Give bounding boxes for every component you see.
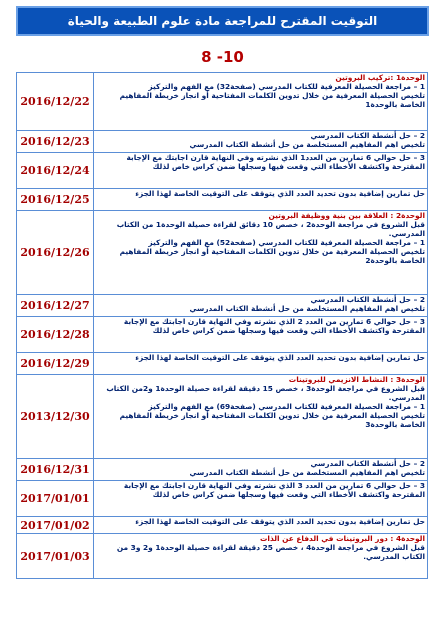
task-line: تلخيص الحصيلة المعرفية من خلال تدوين الكلمات المفتاحية أو انجاز خريطة المفاهيم الخاصة بالوحدة3 <box>119 411 425 430</box>
schedule-table <box>16 72 428 579</box>
row-date: 2016/12/24 <box>17 153 94 189</box>
schedule-row <box>17 153 428 189</box>
task-line: تلخيص اهم المفاهيم المستخلصة من حل أنشطة الكتاب المدرسي <box>189 468 425 478</box>
task-line: تلخيص الحصيلة المعرفية من خلال تدوين الكلمات المفتاحية أو انجاز خريطة المفاهيم الخاصة بالوحدة2 <box>119 247 425 266</box>
row-date: 2016/12/23 <box>17 131 94 153</box>
row-content <box>94 481 428 517</box>
row-content <box>94 131 428 153</box>
task-line: 3 – حل حوالي 6 تمارين من العدد1 الذي نشرته وفي النهاية قارن اجابتك مع الإجابة المقترحة واكتشف الأخطاء التي وقعت فيها وسجلها ضمن كراس خاص لذلك <box>126 153 425 172</box>
grade-label: 8 -10 <box>201 48 244 66</box>
row-date: 2016/12/22 <box>17 73 94 131</box>
row-content <box>94 295 428 317</box>
task-line: 2 – حل أنشطة الكتاب المدرسي <box>310 295 425 304</box>
task-line: 1 – مراجعة الحصيلة المعرفية للكتاب المدرسي (صفحة52) مع الفهم والتركيز <box>148 238 425 248</box>
row-content <box>94 459 428 481</box>
row-date: 2016/12/28 <box>17 317 94 353</box>
row-content <box>94 317 428 353</box>
schedule-row <box>17 131 428 153</box>
task-line: 1 – مراجعة الحصيلة المعرفية للكتاب المدرسي (صفحة32) مع الفهم والتركيز <box>148 82 425 92</box>
row-date: 2017/01/01 <box>17 481 94 517</box>
row-content <box>94 353 428 375</box>
task-line: 3 – حل حوالي 6 تمارين من العدد 2 الذي نشرته وفي النهاية قارن اجابتك مع الإجابة المقترحة واكتشف الأخطاء التي وقعت فيها وسجلها ضمن كراس خاص لذلك <box>123 317 425 336</box>
schedule-row <box>17 73 428 131</box>
schedule-row <box>17 517 428 534</box>
schedule-row <box>17 375 428 459</box>
row-content <box>94 189 428 211</box>
schedule-row <box>17 353 428 375</box>
row-date: 2017/01/03 <box>17 534 94 579</box>
task-line: 3 – حل حوالي 6 تمارين من العدد 3 الذي نشرته وفي النهاية قارن اجابتك مع الإجابة المقترحة واكتشف الأخطاء التي وقعت فيها وسجلها ضمن كراس خاص لذلك <box>123 481 425 500</box>
task-line: حل تمارين إضافية بدون تحديد العدد الذي يتوقف على التوقيت الخاصة لهذا الجزء <box>135 353 425 362</box>
row-content <box>94 153 428 189</box>
schedule-row <box>17 459 428 481</box>
unit-heading: الوحدة1 :تركيب البروتين <box>335 73 425 82</box>
unit-heading: الوحدة3 : النشاط الانزيمي للبروتينات <box>288 375 425 384</box>
unit-heading: الوحدة4 : دور البروتينات في الدفاع عن الذات <box>260 534 425 543</box>
row-date: 2016/12/31 <box>17 459 94 481</box>
task-line: قبل الشروع في مراجعة الوحدة4 ، خصص 25 دقيقة لقراءة حصيلة الوحدة1 و2 و3 من الكتاب المدرسي. <box>116 543 425 562</box>
schedule-row <box>17 534 428 579</box>
row-date: 2017/01/02 <box>17 517 94 534</box>
row-content <box>94 73 428 131</box>
row-date: 2016/12/29 <box>17 353 94 375</box>
unit-heading: الوحدة2 : العلاقة بين بنية ووظيفة البروتين <box>268 211 425 220</box>
row-date: 2016/12/26 <box>17 211 94 295</box>
task-line: تلخيص اهم المفاهيم المستخلصة من حل أنشطة الكتاب المدرسي <box>189 140 425 150</box>
task-line: 1 – مراجعة الحصيلة المعرفية للكتاب المدرسي (صفحة69) مع الفهم والتركيز <box>148 402 425 412</box>
schedule-row <box>17 295 428 317</box>
row-date: 2016/12/25 <box>17 189 94 211</box>
task-line: حل تمارين إضافية بدون تحديد العدد الذي يتوقف على التوقيت الخاصة لهذا الجزء <box>135 517 425 526</box>
schedule-row <box>17 317 428 353</box>
task-line: قبل الشروع في مراجعة الوحدة2 ، خصص 10 دقائق لقراءة حصيلة الوحدة1 من الكتاب المدرسي. <box>116 220 425 239</box>
task-line: 2 – حل أنشطة الكتاب المدرسي <box>310 131 425 140</box>
row-content <box>94 211 428 295</box>
schedule-row <box>17 211 428 295</box>
schedule-row <box>17 481 428 517</box>
schedule-row <box>17 189 428 211</box>
row-content <box>94 534 428 579</box>
title-banner <box>16 6 429 36</box>
task-line: حل تمارين إضافية بدون تحديد العدد الذي يتوقف على التوقيت الخاصة لهذا الجزء <box>135 189 425 198</box>
row-date: 2013/12/30 <box>17 375 94 459</box>
schedule-body <box>17 73 428 579</box>
page-title: التوقيت المقترح للمراجعة مادة علوم الطبيعة والحياة <box>67 14 378 28</box>
task-line: تلخيص الحصيلة المعرفية من خلال تدوين الكلمات المفتاحية أو انجاز خريطة المفاهيم الخاصة بالوحدة1 <box>119 91 425 110</box>
task-line: قبل الشروع في مراجعة الوحدة3 ، خصص 15 دقيقة لقراءة حصيلة الوحدة1 و2من الكتاب المدرسي. <box>106 384 425 403</box>
row-content <box>94 375 428 459</box>
row-content <box>94 517 428 534</box>
row-date: 2016/12/27 <box>17 295 94 317</box>
task-line: 2 – حل أنشطة الكتاب المدرسي <box>310 459 425 468</box>
task-line: تلخيص اهم المفاهيم المستخلصة من حل أنشطة الكتاب المدرسي <box>189 304 425 314</box>
